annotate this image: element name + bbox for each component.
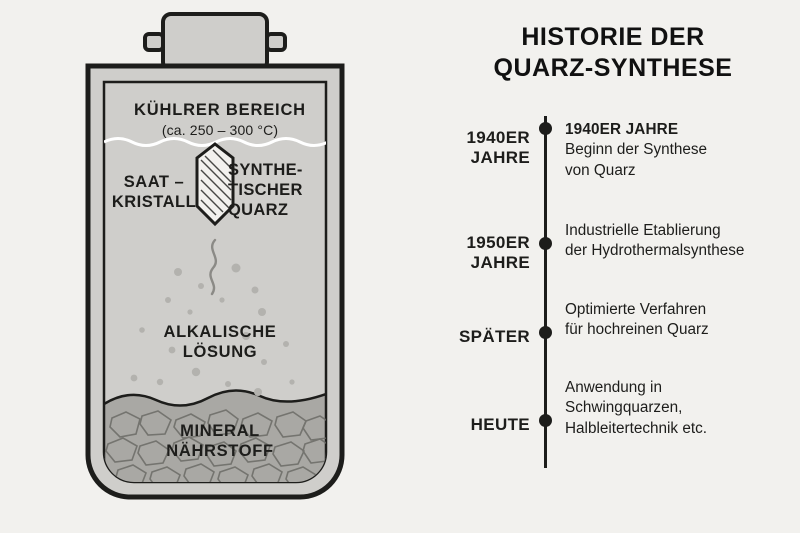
- timeline-entry-text-line-2: für hochreinen Quarz: [565, 321, 709, 339]
- timeline-panel: [430, 0, 800, 533]
- timeline-dot: [539, 326, 552, 339]
- page-title: [430, 22, 796, 83]
- timeline-entry-text-line-2: der Hydrothermalsynthese: [565, 242, 745, 260]
- timeline-era-label: [430, 415, 530, 435]
- timeline-entry-heading: 1940ER JAHRE: [565, 121, 679, 138]
- label-mineral-nutrient-line-1: MINERAL: [180, 422, 260, 440]
- label-alkaline-solution-line-1: ALKALISCHE: [163, 323, 277, 341]
- timeline-era-line-1: 1950ER: [466, 233, 530, 252]
- timeline-era-label: [430, 128, 530, 169]
- timeline-entry-text-line-1: Beginn der Synthese: [565, 141, 708, 159]
- label-seed-crystal-line-2: KRISTALL: [111, 193, 197, 212]
- timeline-entry-text-line-3: Halbleitertechnik etc.: [565, 419, 707, 437]
- page-title-line-1: HISTORIE DER: [521, 23, 705, 51]
- label-cool-zone-temp: (ca. 250 – 300 °C): [161, 122, 279, 139]
- timeline-entry-body: [565, 378, 797, 439]
- timeline-era-line-1: HEUTE: [470, 415, 530, 434]
- timeline-era-line-2: JAHRE: [470, 148, 530, 168]
- timeline-era-line-1: SPÄTER: [459, 327, 530, 346]
- timeline-entry-text-line-2: von Quarz: [565, 161, 636, 179]
- timeline-era-line-1: 1940ER: [466, 128, 530, 147]
- label-seed-crystal-line-1: SAAT –: [123, 173, 185, 191]
- label-synthetic-quartz-line-3: QUARZ: [228, 201, 289, 220]
- vessel-neck: [145, 14, 285, 70]
- timeline-era-label: [430, 233, 530, 274]
- timeline-entry-body: [565, 120, 797, 181]
- timeline-entry-text-line-2: Schwingquarzen,: [565, 399, 683, 417]
- timeline-entry-text-line-1: Optimierte Verfahren: [565, 301, 707, 318]
- timeline-dot: [539, 414, 552, 427]
- timeline-era-label: [430, 327, 530, 347]
- timeline-dot: [539, 122, 552, 135]
- label-mineral-nutrient-line-2: NÄHRSTOFF: [166, 442, 274, 461]
- timeline-dot: [539, 237, 552, 250]
- label-alkaline-solution-line-2: LÖSUNG: [182, 343, 258, 362]
- timeline-entry-body: [565, 300, 797, 341]
- timeline-entry-body: [565, 221, 797, 262]
- label-cool-zone-text: KÜHLRER BEREICH: [134, 101, 306, 119]
- seed-crystal-shape: [197, 144, 233, 224]
- timeline-era-line-2: JAHRE: [470, 253, 530, 273]
- label-synthetic-quartz-line-2: TISCHER: [228, 181, 303, 200]
- timeline-entry-text-line-1: Anwendung in: [565, 379, 662, 396]
- label-synthetic-quartz-line-1: SYNTHE-: [228, 161, 303, 179]
- page-title-line-2: QUARZ-SYNTHESE: [493, 53, 733, 82]
- timeline-entry-text-line-1: Industrielle Etablierung: [565, 222, 721, 239]
